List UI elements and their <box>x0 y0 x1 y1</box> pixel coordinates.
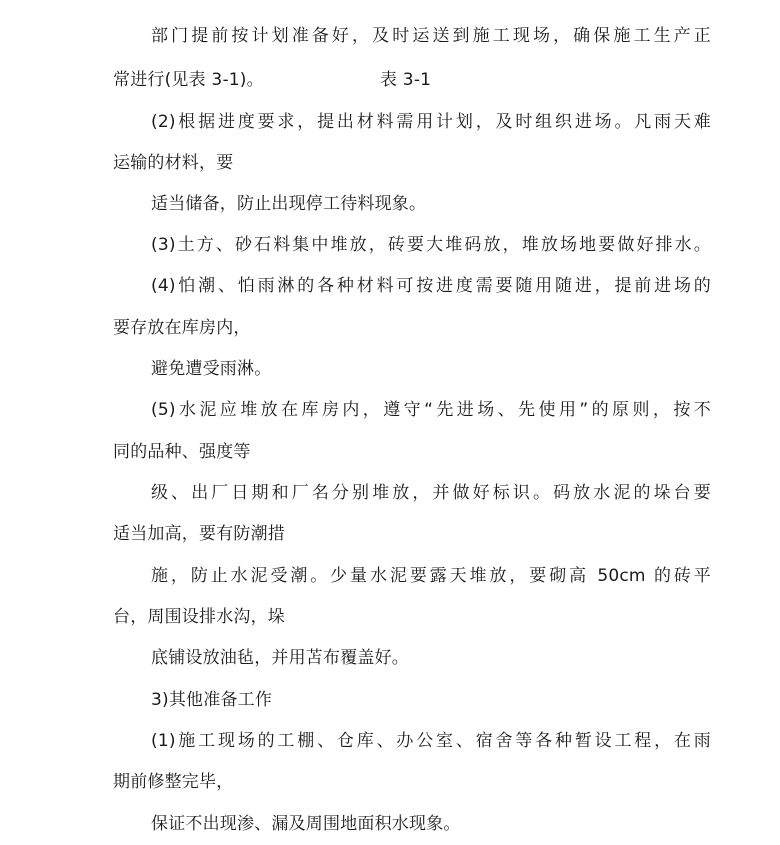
text-line-content: 常进行(见表 3-1)。 <box>113 70 264 90</box>
text-line: 运输的材料，要 <box>113 153 234 173</box>
text-line: 避免遭受雨淋。 <box>151 359 272 379</box>
text-line: 期前修整完毕， <box>113 772 234 792</box>
section-heading: 3)其他准备工作 <box>151 690 273 710</box>
text-line: (4)怕潮、怕雨淋的各种材料可按进度需要随用随进，提前进场的 <box>151 276 711 296</box>
text-line: (5)水泥应堆放在库房内，遵守“先进场、先使用”的原则，按不 <box>151 400 711 420</box>
text-line: 台，周围设排水沟，垛 <box>113 607 285 627</box>
text-line: 适当加高，要有防潮措 <box>113 524 285 544</box>
text-line: 要存放在库房内， <box>113 318 251 338</box>
text-line: 施，防止水泥受潮。少量水泥要露天堆放，要砌高 50cm 的砖平 <box>151 566 711 586</box>
text-line: 底铺设放油毡，并用苫布覆盖好。 <box>151 648 409 668</box>
text-line <box>113 68 673 92</box>
text-line: 适当储备，防止出现停工待料现象。 <box>151 194 427 214</box>
text-line: 部门提前按计划准备好，及时运送到施工现场，确保施工生产正 <box>151 26 711 46</box>
text-line: 保证不出现渗、漏及周围地面积水现象。 <box>151 814 461 834</box>
text-line: (1)施工现场的工棚、仓库、办公室、宿舍等各种暂设工程，在雨 <box>151 731 711 751</box>
text-line: 同的品种、强度等 <box>113 442 251 462</box>
table-caption: 表 3-1 <box>380 70 432 90</box>
text-line: (2)根据进度要求，提出材料需用计划，及时组织进场。凡雨天难 <box>151 112 711 132</box>
text-line: (3)土方、砂石料集中堆放，砖要大堆码放，堆放场地要做好排水。 <box>151 235 711 255</box>
text-line: 级、出厂日期和厂名分别堆放，并做好标识。码放水泥的垛台要 <box>151 483 711 503</box>
